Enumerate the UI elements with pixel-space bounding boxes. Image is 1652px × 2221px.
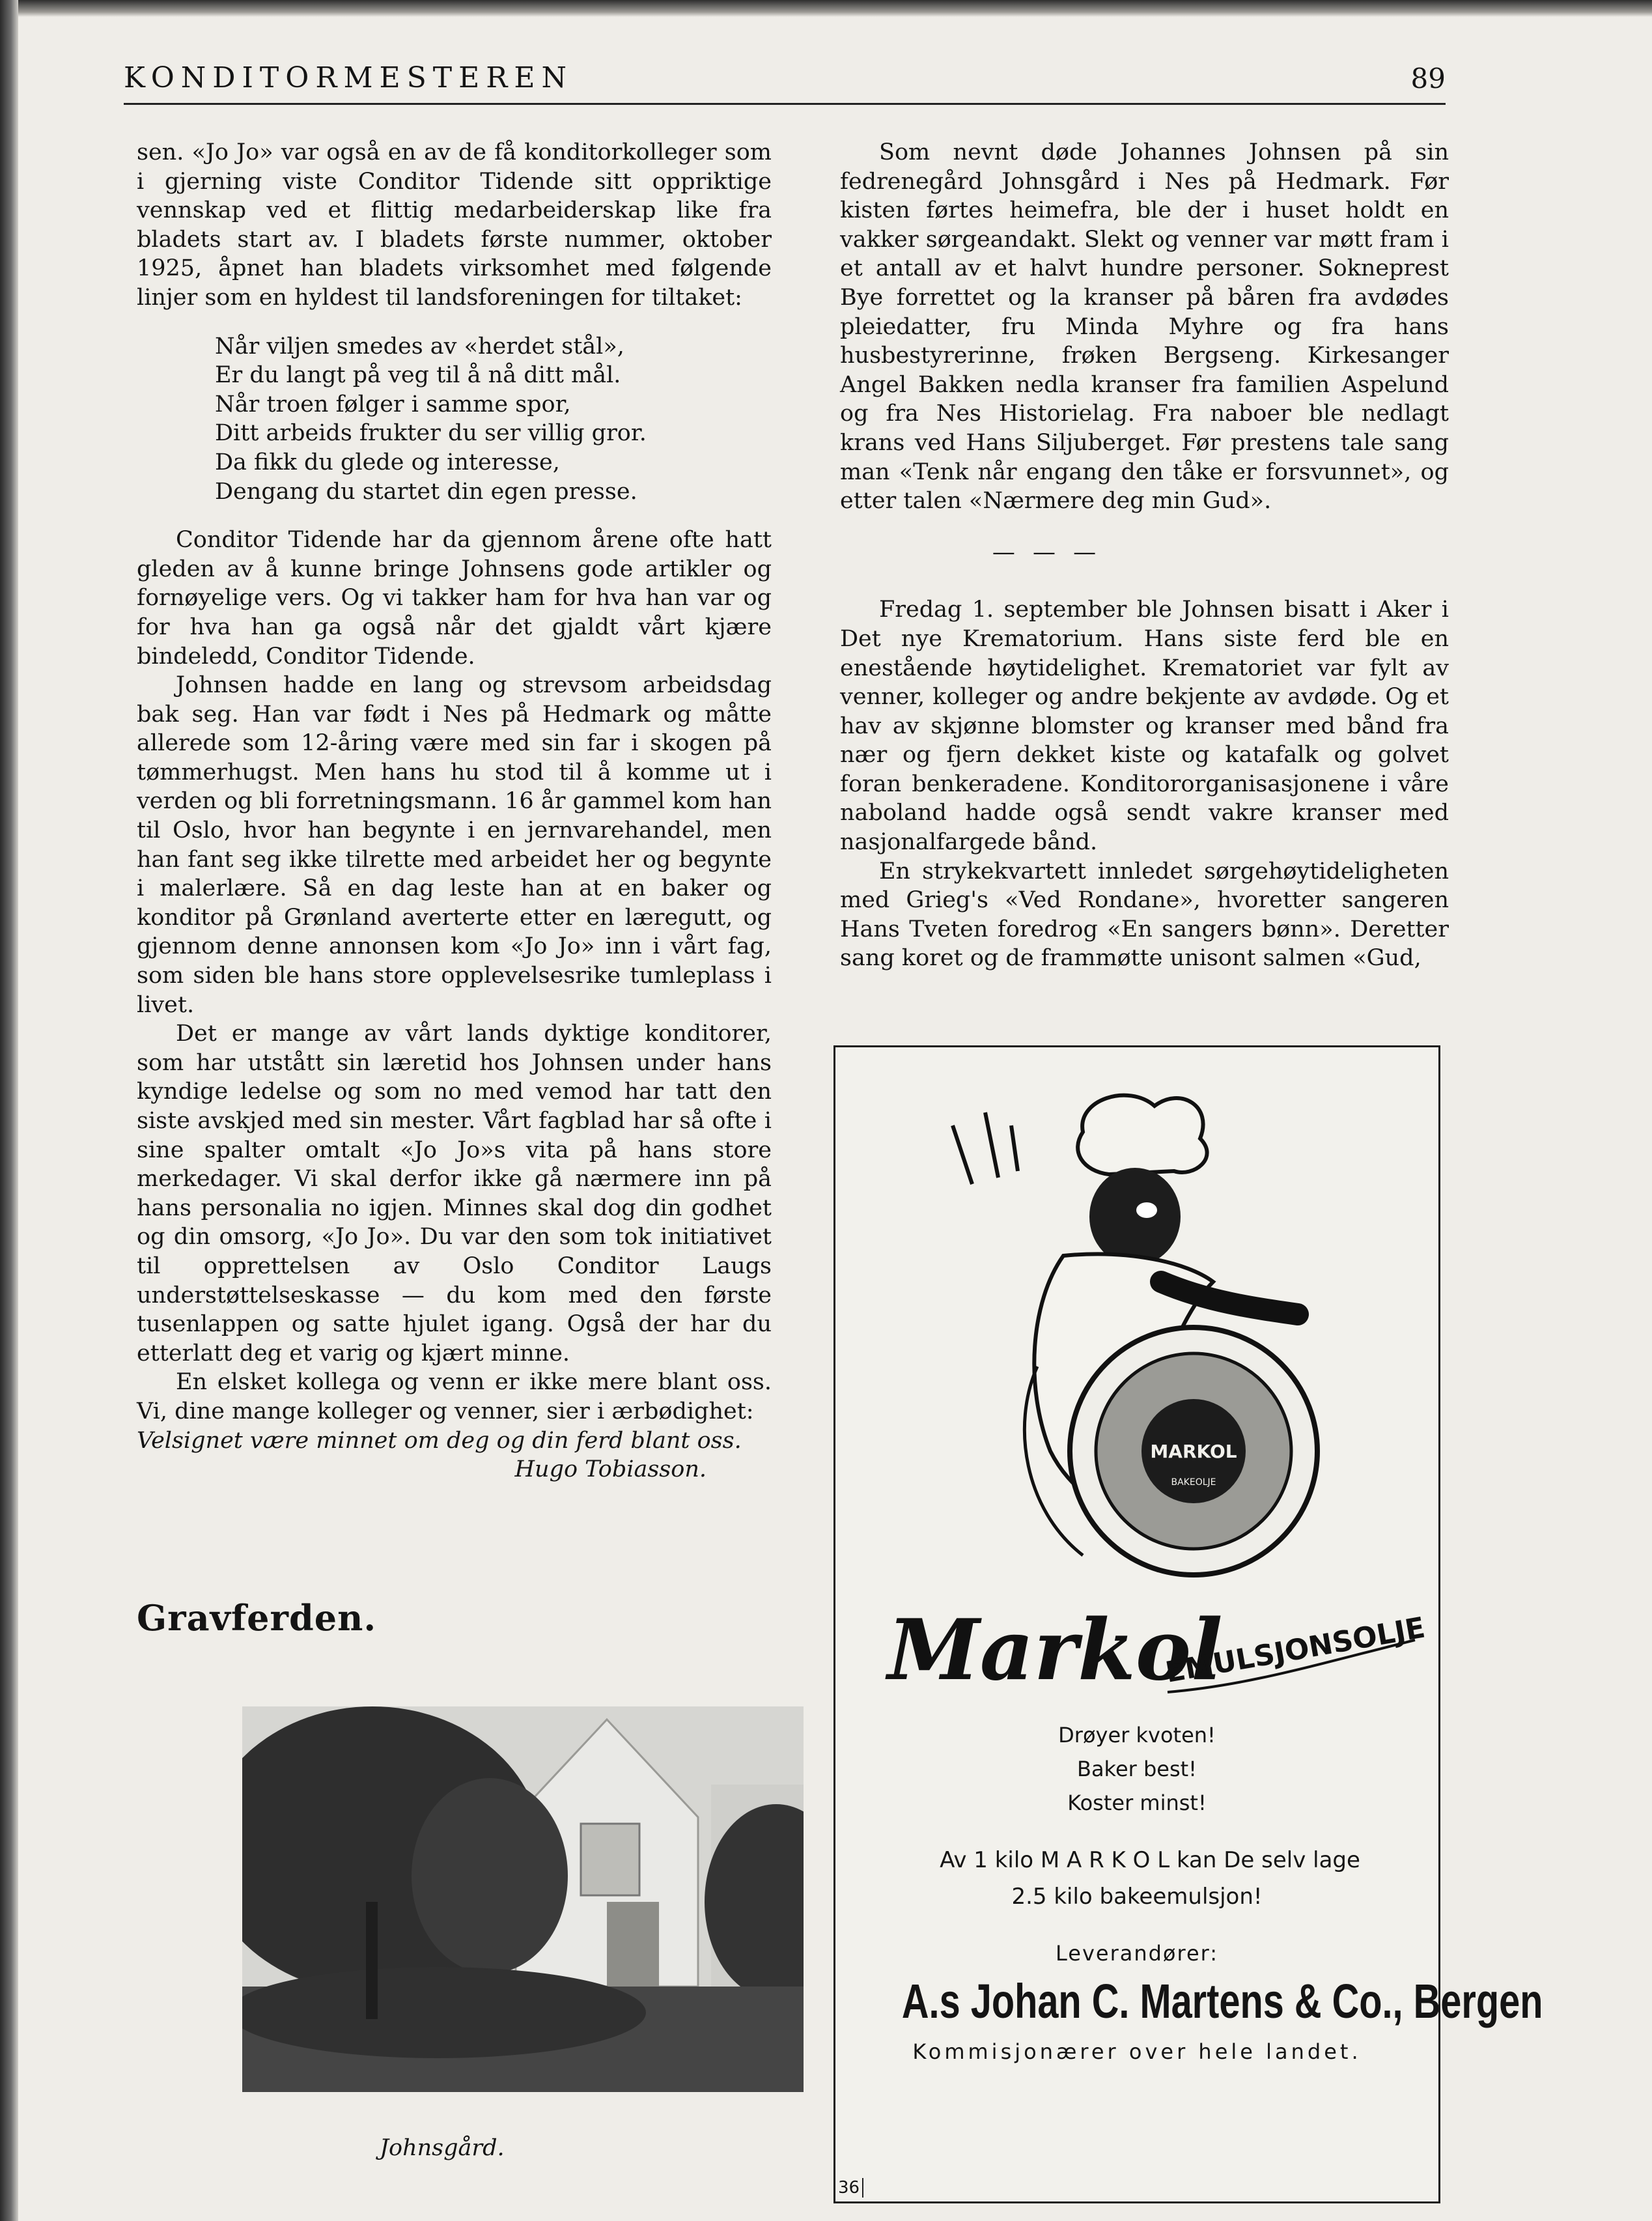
supplier-company: A.s Johan C. Martens & Co., Bergen — [901, 1974, 1543, 2028]
product-name: EMULSJONSOLJE — [1163, 1611, 1428, 1690]
supplier-label: Leverandører: — [1055, 1941, 1219, 1966]
paragraph: Johnsen hadde en lang og strevsom arbeidsdag bak seg. Han var født i Nes på Hedmark og måtte allerede som 12-åring være med sin far i skogen på tømmerhugst. Men hans hu stod til å komme ut i verden og bli forretningsmann. 16 år gammel kom han til Oslo, hvor han begynte i en jernvarehandel, men han fant seg ikke tilrette med arbeidet her og begynte i malerlære. Så en dag leste han at en baker og konditor på Grønland averterte etter en læregutt, og gjennom denne annonsen kom «Jo Jo» inn i vårt fag, som siden ble hans store opplevelsesrike tumleplass i livet. — [137, 672, 772, 1018]
page-header — [124, 53, 1446, 106]
ad-slogan: Koster minst! — [1067, 1790, 1207, 1815]
page-edge-left — [0, 0, 18, 2221]
paragraph: Fredag 1. september ble Johnsen bisatt i Aker i Det nye Krematorium. Hans siste ferd ble en enestående høytidelighet. Krematoriet var fylt av venner, kolleger og andre bekjente av avdøde. Og et hav av skjønne blomster og kranser med bånd fra nær og fjern dekket kiste og katafalk og golvet foran benkeradene. Konditororganisasjonene i våre naboland hadde også sendt vakre kranser med nasjonalfargede bånd. — [840, 597, 1449, 856]
paragraph: En strykekvartett innledet sørgehøytideligheten med Grieg's «Ved Rondane», hvoretter sangeren Hans Tveten foredrog «En sangers bønn». Deretter sang koret og de frammøtte unisont salmen «Gud, — [840, 858, 1449, 972]
section-separator: — — — — [992, 539, 1102, 565]
poem-line: Når troen følger i samme spor, — [215, 391, 571, 417]
poem — [215, 332, 772, 507]
brand-name: Markol — [888, 1602, 1223, 1699]
paragraph: Conditor Tidende har da gjennom årene ofte hatt gleden av å kunne bringe Johnsens gode artikler og fornøyelige vers. Og vi takker ham for hva han var og for hva han ga også når det gjaldt vårt kjære bindeledd, Conditor Tidende. — [137, 527, 772, 670]
magazine-title: KONDITORMESTEREN — [124, 61, 573, 94]
paragraph: Det er mange av vårt lands dyktige konditorer, som har utstått sin læretid hos Johnsen under hans kyndige ledelse og som no med vemod har tatt den siste avskjed med sin mester. Vårt fagblad har så ofte i sine spalter omtalt «Jo Jo»s vita på hans store merkedager. Vi skal derfor ikke gå nærmere inn på hans personalia no igjen. Minnes skal dog din godhet og din omsorg, «Jo Jo». Du var den som tok initiativet til opprettelsen av Oslo Conditor Laugs understøttelseskasse — du kom med den første tusenlappen og satte hjulet igang. Også der har du etterlatt deg et varig og kjært minne. — [137, 1021, 772, 1366]
page-number: 89 — [1410, 63, 1446, 94]
house-trees-illustration — [242, 1706, 804, 2092]
poem-line: Dengang du startet din egen presse. — [215, 478, 637, 505]
ad-slogan: Baker best! — [1076, 1757, 1197, 1781]
tin-sublabel: BAKEOLJE — [1171, 1477, 1216, 1488]
closing-line: Velsignet være minnet om deg og din ferd blant oss. — [137, 1427, 742, 1454]
poem-line: Ditt arbeids frukter du ser villig gror. — [215, 420, 647, 447]
johnsgard-photo — [242, 1706, 804, 2092]
poem-line: Er du langt på veg til å nå ditt mål. — [215, 362, 621, 389]
poem-line: Da fikk du glede og interesse, — [215, 449, 560, 475]
section-heading: Gravferden. — [137, 1597, 377, 1639]
paragraph: Som nevnt døde Johannes Johnsen på sin fedrenegård Johnsgård i Nes på Hedmark. Før kisten førtes heimefra, ble der i huset holdt en vakker sørgeandakt. Slekt og venner var møtt fram i et antall av et halvt hundre personer. Sokneprest Bye forrettet og la kranser på båren fra avdødes pleiedatter, fru Minda Myhre og fra hans husbestyrerinne, frøken Bergseng. Kirkesanger Angel Bakken nedla kranser fra familien Aspelund og fra Nes Historielag. Fra naboer ble nedlagt krans ved Hans Siljuberget. Før prestens tale sang man «Tenk når engang den tåke er forsvunnet», og etter talen «Nærmere deg min Gud». — [840, 139, 1449, 515]
poem-line: Når viljen smedes av «herdet stål», — [215, 333, 624, 360]
tin-label: MARKOL — [1150, 1441, 1237, 1462]
left-column — [137, 138, 772, 1484]
markol-logo — [881, 1594, 1428, 1705]
ad-info-line: Av 1 kilo M A R K O L kan De selv lage — [940, 1847, 1360, 1873]
page-edge-top — [0, 0, 1652, 17]
ad-footer: Kommisjonærer over hele landet. — [912, 2039, 1362, 2064]
paragraph: sen. «Jo Jo» var også en av de få konditorkolleger som i gjerning viste Conditor Tidende sitt oppriktige vennskap ved et flittig medarbeiderskap like fra bladets start av. I bladets første nummer, oktober 1925, åpnet han bladets virksomhet med følgende linjer som en hyldest til landsforeningen for tiltaket: — [137, 139, 772, 311]
author-signature: Hugo Tobiasson. — [514, 1456, 707, 1483]
ad-number: 36 — [838, 2178, 863, 2198]
ad-slogan: Drøyer kvoten! — [1058, 1723, 1216, 1747]
baker-rolling-tin-illustration — [914, 1086, 1330, 1581]
paragraph: En elsket kollega og venn er ikke mere blant oss. Vi, dine mange kolleger og venner, sier i ærbødighet: — [137, 1369, 772, 1424]
photo-caption: Johnsgård. — [380, 2135, 505, 2161]
ad-info-line: 2.5 kilo bakeemulsjon! — [1011, 1884, 1263, 1910]
right-column — [840, 138, 1449, 973]
ad-text-block — [835, 1718, 1543, 2064]
header-rule — [124, 103, 1446, 105]
markol-advertisement — [833, 1045, 1543, 2203]
